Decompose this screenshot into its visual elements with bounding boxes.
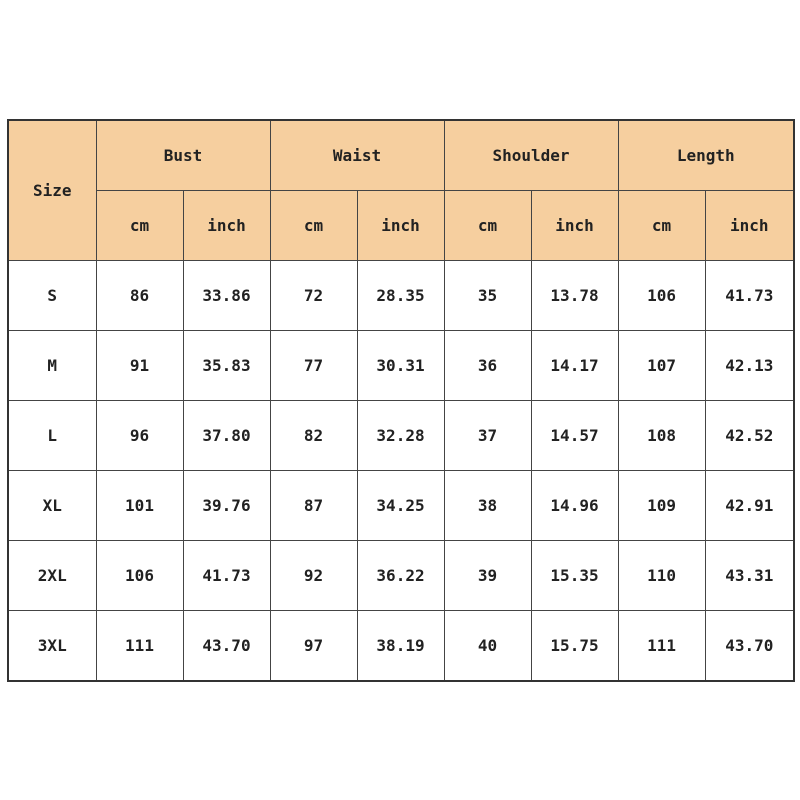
cell-shoulder-inch: 15.75: [531, 611, 618, 682]
table-row: [8, 261, 794, 331]
size-label-cell: L: [8, 401, 96, 471]
cell-shoulder-inch: 14.57: [531, 401, 618, 471]
cell-length-inch: 41.73: [705, 261, 794, 331]
cell-bust-cm: 111: [96, 611, 183, 682]
cell-length-cm: 111: [618, 611, 705, 682]
cell-bust-cm: 86: [96, 261, 183, 331]
cell-shoulder-cm: 40: [444, 611, 531, 682]
cell-length-inch: 43.70: [705, 611, 794, 682]
cell-waist-cm: 77: [270, 331, 357, 401]
size-label-cell: XL: [8, 471, 96, 541]
cell-length-inch: 42.52: [705, 401, 794, 471]
cell-waist-cm: 87: [270, 471, 357, 541]
cell-length-cm: 108: [618, 401, 705, 471]
header-row-units: [8, 191, 794, 261]
table-header: [8, 120, 794, 261]
unit-header-shoulder-cm: cm: [444, 191, 531, 261]
cell-bust-cm: 91: [96, 331, 183, 401]
cell-waist-inch: 28.35: [357, 261, 444, 331]
table-row: [8, 331, 794, 401]
table-row: [8, 471, 794, 541]
cell-waist-inch: 34.25: [357, 471, 444, 541]
size-column-header: Size: [8, 120, 96, 261]
cell-length-inch: 43.31: [705, 541, 794, 611]
cell-waist-inch: 38.19: [357, 611, 444, 682]
table-row: [8, 611, 794, 682]
size-label-cell: 2XL: [8, 541, 96, 611]
unit-header-bust-inch: inch: [183, 191, 270, 261]
unit-header-length-inch: inch: [705, 191, 794, 261]
cell-bust-cm: 96: [96, 401, 183, 471]
cell-length-inch: 42.91: [705, 471, 794, 541]
cell-shoulder-cm: 39: [444, 541, 531, 611]
cell-bust-inch: 33.86: [183, 261, 270, 331]
header-row-groups: [8, 120, 794, 191]
cell-waist-cm: 92: [270, 541, 357, 611]
cell-waist-cm: 82: [270, 401, 357, 471]
cell-bust-inch: 41.73: [183, 541, 270, 611]
unit-header-bust-cm: cm: [96, 191, 183, 261]
unit-header-waist-inch: inch: [357, 191, 444, 261]
table-body: [8, 261, 794, 682]
cell-shoulder-cm: 35: [444, 261, 531, 331]
unit-header-waist-cm: cm: [270, 191, 357, 261]
cell-waist-cm: 97: [270, 611, 357, 682]
cell-waist-inch: 36.22: [357, 541, 444, 611]
table-row: [8, 541, 794, 611]
cell-bust-inch: 35.83: [183, 331, 270, 401]
cell-length-cm: 106: [618, 261, 705, 331]
group-header-length: Length: [618, 120, 794, 191]
cell-shoulder-inch: 15.35: [531, 541, 618, 611]
cell-length-cm: 109: [618, 471, 705, 541]
cell-length-cm: 107: [618, 331, 705, 401]
cell-shoulder-inch: 14.17: [531, 331, 618, 401]
cell-shoulder-cm: 36: [444, 331, 531, 401]
cell-bust-inch: 43.70: [183, 611, 270, 682]
group-header-shoulder: Shoulder: [444, 120, 618, 191]
cell-bust-cm: 101: [96, 471, 183, 541]
cell-bust-inch: 39.76: [183, 471, 270, 541]
cell-length-cm: 110: [618, 541, 705, 611]
cell-waist-inch: 32.28: [357, 401, 444, 471]
size-chart-table: [7, 119, 795, 682]
cell-shoulder-inch: 14.96: [531, 471, 618, 541]
unit-header-shoulder-inch: inch: [531, 191, 618, 261]
cell-shoulder-cm: 37: [444, 401, 531, 471]
cell-shoulder-inch: 13.78: [531, 261, 618, 331]
group-header-bust: Bust: [96, 120, 270, 191]
cell-shoulder-cm: 38: [444, 471, 531, 541]
size-label-cell: M: [8, 331, 96, 401]
cell-length-inch: 42.13: [705, 331, 794, 401]
cell-bust-cm: 106: [96, 541, 183, 611]
cell-waist-inch: 30.31: [357, 331, 444, 401]
size-label-cell: 3XL: [8, 611, 96, 682]
unit-header-length-cm: cm: [618, 191, 705, 261]
size-label-cell: S: [8, 261, 96, 331]
cell-waist-cm: 72: [270, 261, 357, 331]
cell-bust-inch: 37.80: [183, 401, 270, 471]
group-header-waist: Waist: [270, 120, 444, 191]
table-row: [8, 401, 794, 471]
